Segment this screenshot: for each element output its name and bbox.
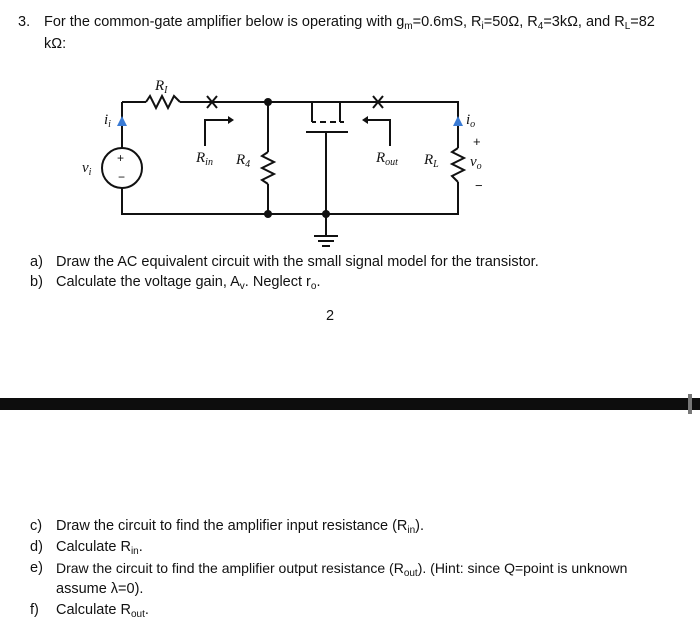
vi-label: $v_i$: [82, 160, 92, 178]
r4-label: $R_4$: [236, 152, 251, 170]
rin-marker: [205, 120, 228, 146]
rl-param: $R_L=82$: [614, 14, 655, 32]
source-plus: +: [117, 151, 125, 165]
wire-left-bottom: [122, 182, 458, 214]
part-c: c) Draw the circuit to find the amplifier input resistance $(R_{in})$.: [30, 518, 425, 536]
resistor-rl: [452, 148, 464, 182]
transistor-drain-lead: [312, 102, 458, 148]
question-statement-line2: kΩ:: [44, 36, 67, 52]
rin-label: $R_{in}$: [196, 150, 213, 168]
rl-label: $R_L$: [424, 152, 439, 170]
ri-label: $R_I$: [155, 78, 168, 96]
rout-marker: [368, 120, 390, 146]
rin-arrow: [228, 116, 234, 124]
node-r4-top: [264, 98, 272, 106]
part-b: b) Calculate the voltage gain, $A_v$. Neglect $r_o$.: [30, 274, 321, 292]
part-e: e) Draw the circuit to find the amplifier output resistance $(R_{out})$. (Hint: since Q=point is unknown: [30, 560, 628, 579]
node-gate-bottom: [322, 210, 330, 218]
source-minus: −: [118, 170, 126, 184]
part-a: a) Draw the AC equivalent circuit with the small signal model for the transistor.: [30, 254, 539, 270]
ii-label: $i_i$: [104, 112, 111, 130]
io-arrow: [453, 116, 463, 126]
resistor-r4: [262, 152, 274, 184]
part-e-line2: assume λ=0).: [56, 581, 144, 597]
rout-arrow: [362, 116, 368, 124]
page-number: 2: [326, 308, 335, 324]
vo-label: $v_o$: [470, 154, 482, 172]
page-separator-edge: [688, 394, 692, 414]
part-f: f) Calculate $R_{out}$.: [30, 602, 149, 620]
question-number: 3.: [18, 14, 31, 30]
page-separator: [0, 398, 700, 410]
ii-arrow: [117, 116, 127, 126]
resistor-ri: [146, 96, 180, 108]
io-label: $i_o$: [466, 112, 476, 130]
circuit-diagram: [0, 0, 700, 260]
output-minus: −: [475, 178, 483, 193]
ground-symbol: [314, 236, 338, 246]
gm-param: $g_m=0.6mS$,: [396, 14, 468, 32]
ri-param: $R_i=50\Omega$,: [471, 14, 524, 32]
output-plus: +: [473, 134, 481, 149]
question-intro: For the common-gate amplifier below is operating with: [44, 14, 393, 30]
rout-label: $R_{out}$: [376, 150, 398, 168]
part-d: d) Calculate $R_{in}$.: [30, 539, 143, 557]
r4-param: $R_4=3k\Omega$, and: [527, 14, 611, 32]
node-r4-bottom: [264, 210, 272, 218]
